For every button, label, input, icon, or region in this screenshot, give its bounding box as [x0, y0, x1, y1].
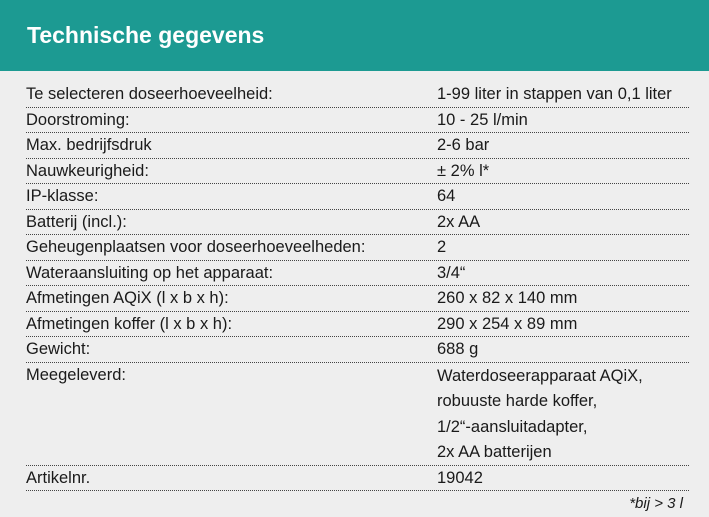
spec-value-list [437, 366, 643, 468]
spec-row-connection [26, 261, 689, 287]
spec-row-battery [26, 210, 689, 236]
spec-label: IP-klasse: [26, 187, 99, 205]
included-item: 2x AA batterijen [437, 443, 552, 461]
spec-value: 1-99 liter in stappen van 0,1 liter [437, 85, 672, 103]
spec-label: Gewicht: [26, 340, 91, 358]
spec-value: 19042 [437, 468, 483, 487]
header-bar [0, 0, 709, 71]
spec-label: Nauwkeurigheid: [26, 161, 149, 180]
spec-label: Afmetingen koffer (l x b x h): [26, 314, 233, 333]
spec-row-included [26, 363, 689, 466]
spec-label: Artikelnr. [26, 468, 91, 487]
spec-value: 260 x 82 x 140 mm [437, 289, 578, 307]
spec-label: Meegeleverd: [26, 365, 126, 384]
spec-label: Max. bedrijfsdruk [26, 136, 152, 154]
spec-row-weight [26, 337, 689, 363]
spec-value: 290 x 254 x 89 mm [437, 314, 578, 333]
spec-label: Batterij (incl.): [26, 212, 127, 231]
spec-value: 64 [437, 187, 456, 205]
spec-value: 10 - 25 l/min [437, 110, 528, 129]
spec-row-dimensions-case [26, 312, 689, 338]
included-item: Waterdoseerapparaat AQiX, [437, 366, 643, 385]
page-title: Technische gegevens [27, 22, 265, 48]
spec-row-accuracy [26, 159, 689, 185]
spec-label: Afmetingen AQiX (l x b x h): [26, 289, 229, 307]
spec-label: Te selecteren doseerhoeveelheid: [26, 85, 273, 103]
spec-row-dimensions-device [26, 286, 689, 312]
spec-row-flow [26, 108, 689, 134]
included-item: robuuste harde koffer, [437, 392, 598, 410]
spec-label: Geheugenplaatsen voor doseerhoeveelheden: [26, 238, 366, 256]
included-item: 1/2“-aansluitadapter, [437, 417, 588, 436]
spec-value: 2x AA [437, 212, 481, 231]
spec-value: 2-6 bar [437, 136, 490, 154]
footnote: *bij > 3 l [629, 495, 683, 512]
spec-value: 688 g [437, 340, 479, 358]
spec-row-pressure [26, 133, 689, 159]
spec-row-memory [26, 235, 689, 261]
spec-value: 3/4“ [437, 263, 466, 282]
spec-table [26, 82, 689, 491]
spec-value: ± 2% l* [437, 161, 490, 180]
spec-label: Wateraansluiting op het apparaat: [26, 263, 274, 282]
spec-row-dosing-amount [26, 82, 689, 108]
spec-label: Doorstroming: [26, 110, 130, 129]
spec-row-article-number [26, 466, 689, 492]
spec-row-ip-class [26, 184, 689, 210]
spec-value: 2 [437, 238, 447, 256]
